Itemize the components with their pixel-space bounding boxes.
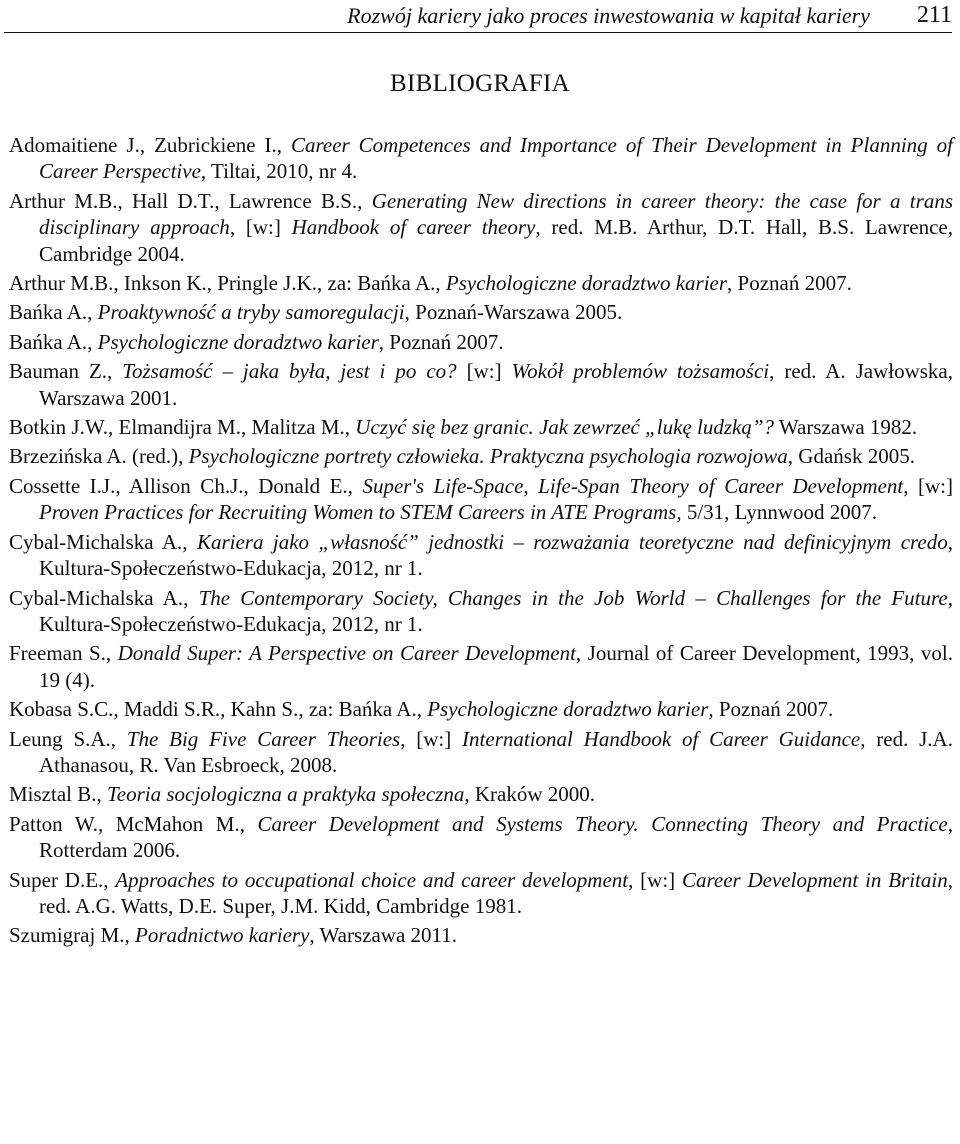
bibliography-list [9,132,953,952]
bibliography-entry [9,922,953,948]
bibliography-entry [9,529,953,582]
bibliography-entry [9,811,953,864]
bibliography-entry [9,443,953,469]
entry-text-segment: [w:] [456,359,512,384]
bibliography-entry [9,726,953,779]
entry-text-segment: Adomaitiene J., Zubrickiene I., [9,133,291,157]
entry-text-segment: Bańka A., [9,329,98,354]
entry-text-segment: 5/31, Lynnwood 2007. [681,500,878,525]
entry-text-segment: , red. A. Jawłowska, Warszawa 2001. [39,359,953,410]
bibliography-entry [9,358,953,411]
entry-title-segment: Psychologiczne doradztwo karier [97,329,379,354]
entry-text-segment: , [w:] [903,473,953,498]
running-title: Rozwój kariery jako proces inwestowania w kapitał kariery [347,3,870,28]
section-title: BIBLIOGRAFIA [390,70,570,97]
entry-text-segment: Misztal B., [9,782,107,807]
bibliography-entry [9,781,953,807]
entry-title-segment: Generating New directions in career theory: the case for a trans disciplinary approach [39,188,953,240]
entry-text-segment: Botkin J.W., Elmandijra M., Malitza M., [9,415,356,440]
entry-title-segment: The Contemporary Society, Changes in the Job World – Challenges for the Future [198,585,948,610]
entry-title-segment: Poradnictwo kariery [135,923,310,948]
bibliography-entry [9,329,953,355]
entry-title-segment: Psychologiczne doradztwo karier [427,697,709,722]
bibliography-entry [9,867,953,920]
entry-text-segment: Patton W., McMahon M., [9,811,258,836]
entry-text-segment: Brzezińska A. (red.), [9,444,189,469]
page-number: 211 [916,2,952,28]
bibliography-entry [9,188,953,267]
entry-title-segment: Uczyć się bez granic. Jak zewrzeć „lukę ludzką”? [355,415,775,440]
entry-text-segment: Szumigraj M., [9,923,135,948]
entry-text-segment: , Rotterdam 2006. [39,811,954,863]
entry-text-segment: Freeman S., [9,641,118,666]
entry-text-segment: Cossette I.J., Allison Ch.J., Donald E., [9,473,363,498]
bibliography-entry [9,414,953,440]
entry-text-segment: , Poznań 2007. [708,697,834,722]
bibliography-entry [9,270,953,296]
entry-text-segment: , red. M.B. Arthur, D.T. Hall, B.S. Lawrence, Cambridge 2004. [39,215,953,266]
entry-text-segment: Warszawa 1982. [774,415,918,440]
entry-text-segment: , [w:] [628,867,682,892]
entry-text-segment: , Tiltai, 2010, nr 4. [200,159,358,184]
bibliography-entry [9,132,953,185]
entry-text-segment: Cybal-Michalska A., [9,529,197,554]
entry-text-segment: Bauman Z., [9,359,123,384]
entry-text-segment: , Poznań-Warszawa 2005. [404,300,623,325]
entry-text-segment: , Kraków 2000. [464,782,596,807]
entry-title-segment: Donald Super: A Perspective on Career Development [117,641,576,666]
entry-title-segment: Career Development in Britain [681,867,948,892]
entry-text-segment: Bańka A., [9,300,98,325]
entry-title-segment: Approaches to occupational choice and career development [115,867,629,892]
entry-title-segment: International Handbook of Career Guidance [462,726,861,751]
entry-title-segment: The Big Five Career Theories [126,726,401,751]
entry-text-segment: Arthur M.B., Hall D.T., Lawrence B.S., [9,188,372,213]
bibliography-entry [9,696,953,722]
entry-text-segment: , red. J.A. Athanasou, R. Van Esbroeck, 2008. [39,726,953,777]
entry-title-segment: Tożsamość – jaka była, jest i po co? [122,359,457,384]
entry-title-segment: Super's Life-Space, Life-Span Theory of Career Development [362,473,904,498]
entry-title-segment: Wokół problemów tożsamości [511,359,770,384]
bibliography-entry [9,299,953,325]
entry-title-segment: Psychologiczne portrety człowieka. Praktyczna psychologia rozwojowa [188,444,788,469]
entry-text-segment: , Kultura-Społeczeństwo-Edukacja, 2012, nr 1. [39,585,953,636]
entry-text-segment: Arthur M.B., Inkson K., Pringle J.K., za: Bańka A., [9,271,446,296]
entry-text-segment: , Journal of Career Development, 1993, vol. 19 (4). [39,641,953,692]
entry-title-segment: Teoria socjologiczna a praktyka społeczna [107,782,465,807]
entry-text-segment: Cybal-Michalska A., [9,585,199,610]
entry-title-segment: Career Competences and Importance of Their Development in Planning of Career Perspective [39,133,953,184]
bibliography-entry [9,473,953,526]
entry-text-segment: , Warszawa 2011. [309,923,457,948]
entry-title-segment: Career Development and Systems Theory. Connecting Theory and Practice [257,811,948,836]
running-header [4,2,952,33]
entry-text-segment: , Poznań 2007. [378,329,504,354]
entry-text-segment: , Poznań 2007. [727,271,852,296]
entry-text-segment: Leung S.A., [9,726,127,751]
entry-title-segment: Psychologiczne doradztwo karier [445,271,728,296]
entry-text-segment: Kobasa S.C., Maddi S.R., Kahn S., za: Bańka A., [9,697,428,722]
entry-title-segment: Proven Practices for Recruiting Women to STEM Careers in ATE Programs, [39,500,682,525]
entry-text-segment: , Kultura-Społeczeństwo-Edukacja, 2012, nr 1. [39,529,953,581]
bibliography-entry [9,640,953,693]
entry-text-segment: , [w:] [400,726,463,751]
entry-title-segment: Kariera jako „własność” jednostki – rozważania teoretyczne nad definicyjnym credo [196,529,948,554]
entry-title-segment: Proaktywność a tryby samoregulacji [97,300,405,325]
entry-text-segment: , red. A.G. Watts, D.E. Super, J.M. Kidd, Cambridge 1981. [39,867,953,918]
entry-text-segment: Super D.E., [9,867,116,892]
entry-title-segment: Handbook of career theory [291,215,536,240]
entry-text-segment: , Gdańsk 2005. [787,444,915,469]
entry-text-segment: , [w:] [229,215,292,240]
bibliography-entry [9,585,953,638]
